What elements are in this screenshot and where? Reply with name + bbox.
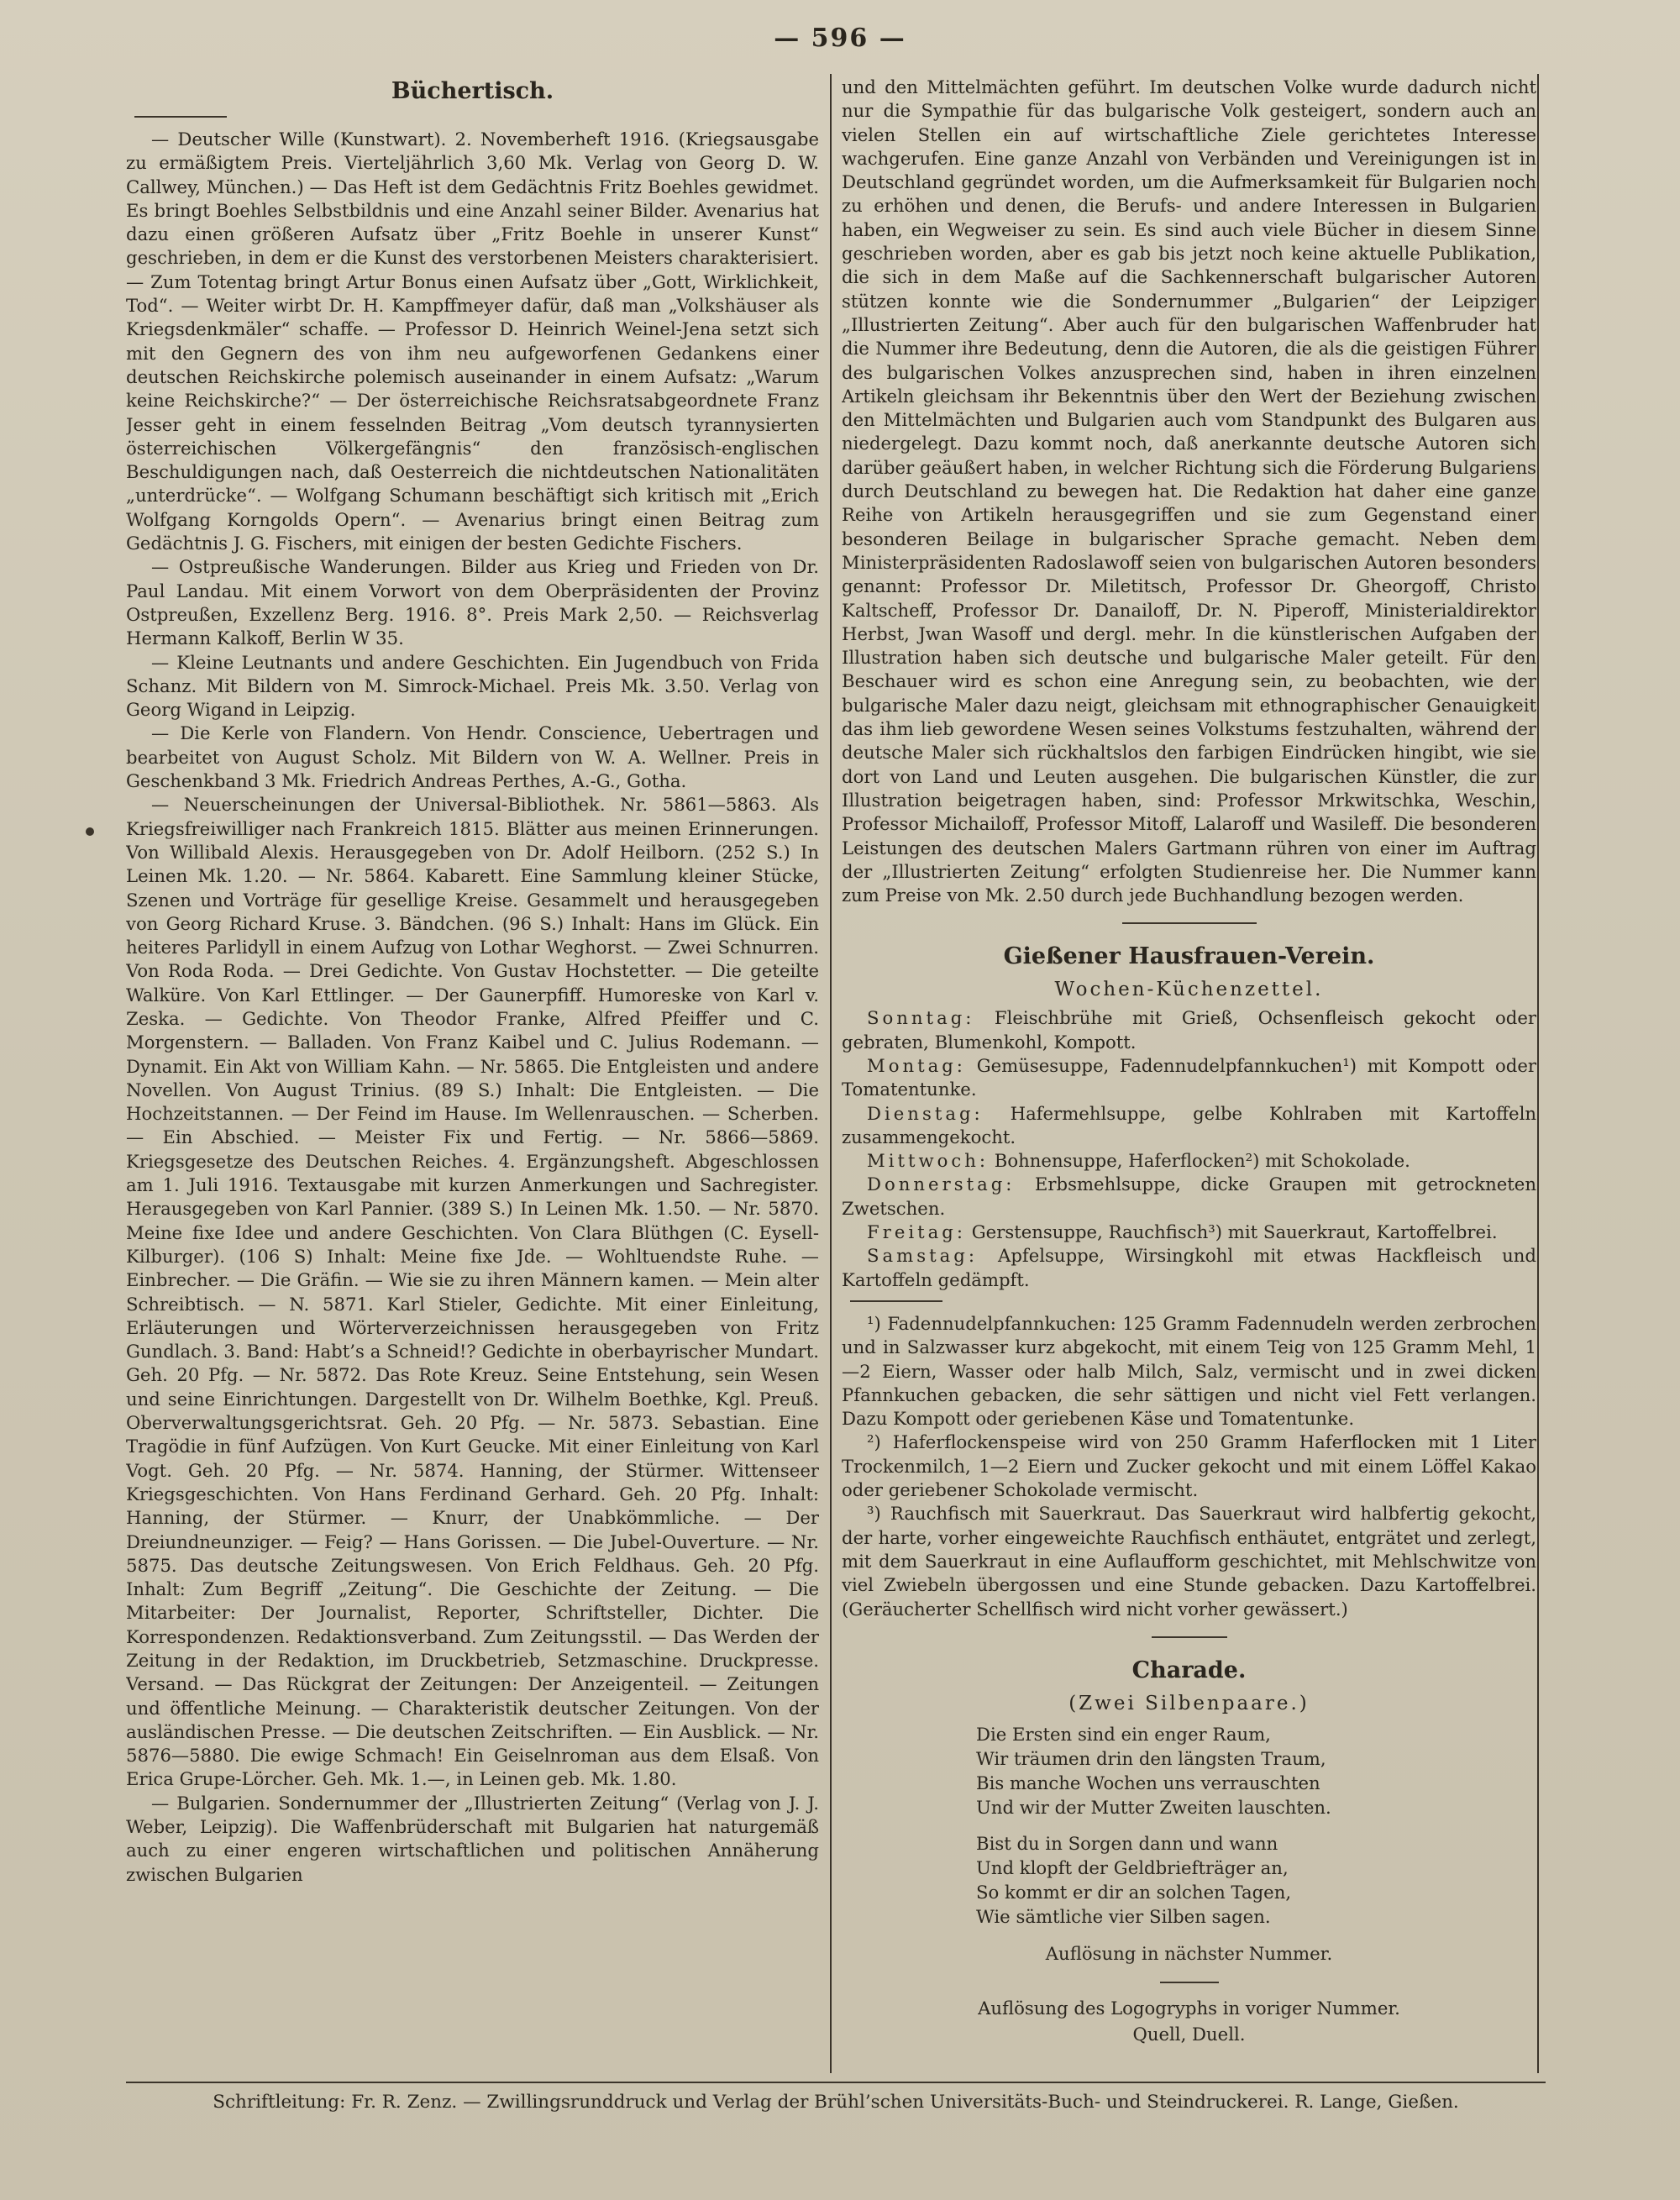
menu-day — [842, 1102, 1536, 1150]
menu-day — [842, 1221, 1536, 1244]
column-border-right — [1537, 74, 1539, 2073]
day-label: Freitag: — [867, 1221, 966, 1243]
right-column — [842, 76, 1536, 2100]
day-dishes: Bohnensuppe, Haferflocken²) mit Schokolade. — [994, 1150, 1410, 1172]
poem-line: Bist du in Sorgen dann und wann — [976, 1832, 1278, 1854]
charade-poem — [976, 1722, 1536, 1929]
menu-subheading: Wochen-Küchenzettel. — [1054, 979, 1324, 1001]
logogriph-solution-label: Auflösung des Logogryphs in voriger Nummer. — [978, 1997, 1400, 2019]
poem-line: Wie sämtliche vier Silben sagen. — [976, 1905, 1271, 1927]
article-continuation: und den Mittelmächten geführt. Im deutschen Volke wurde dadurch nicht nur die Sympathie für das bulgarische Volk gesteigert, sondern auch an vielen Stellen ein auf wirtschaftliche Ziele gerichtetes Interesse wachgerufen. Eine ganze Anzahl von Verbänden und Vereinigungen ist in Deutschland gegründet worden, um die Aufmerksamkeit für Bulgarien noch zu erhöhen und denen, die Berufs- und andere Interessen in Bulgarien haben, ein Wegweiser zu sein. Es sind auch viele Bücher in diesem Sinne geschrieben worden, aber es gab bis jetzt noch keine aktuelle Publikation, die sich in dem Maße auf die Sachkennerschaft bulgarischer Autoren stützen konnte wie die Sondernummer „Bulgarien“ der Leipziger „Illustrierten Zeitung“. Aber auch für den bulgarischen Waffenbruder hat die Nummer ihre Bedeutung, denn die Autoren, die als die geistigen Führer des bulgarischen Volkes anzusprechen sind, haben in ihren einzelnen Artikeln gleichsam ihr Bekenntnis über den Wert der Beziehung zwischen den Mittelmächten und Bulgarien auch vom Standpunkt des Bulgaren aus niedergelegt. Dazu kommt noch, daß anerkannte deutsche Autoren sich darüber geäußert haben, in welcher Richtung sich die Förderung Bulgariens durch Deutschland zu bewegen hat. Die Redaktion hat daher eine ganze Reihe von Artikeln herausgegriffen und sie zum Gegenstand einer besonderen Beilage in bulgarischer Sprache gemacht. Neben dem Ministerpräsidenten Radoslawoff seien von bulgarischen Autoren besonders genannt: Professor Dr. Miletitsch, Professor Dr. Gheorgoff, Christo Kaltscheff, Professor Dr. Danailoff, Dr. N. Piperoff, Ministerialdirektor Herbst, Jwan Wasoff und dergl. mehr. In die künstlerischen Aufgaben der Illustration haben sich deutsche und bulgarische Maler geteilt. Für den Beschauer wird es schon eine Anregung sein, zu beobachten, wie der bulgarische Maler dazu neigt, gleichsam mit ethnographischer Genauigkeit das ihm lieb gewordene Wesen seines Volkstums festzuhalten, während der deutsche Maler sich rückhaltslos den farbigen Eindrücken hingibt, wie sie dort von Land und Leuten ausgehen. Die bulgarischen Künstler, die zur Illustration beigetragen haben, sind: Professor Mrkwitschka, Weschin, Professor Michailoff, Professor Mitoff, Lalaroff und Wasileff. Die besonderen Leistungen des deutschen Malers Gartmann rühren von einer im Auftrag der „Illustrierten Zeitung“ erfolgten Studienreise her. Die Nummer kann zum Preise von Mk. 2.50 durch jede Buchhandlung bezogen werden. — [842, 76, 1536, 906]
charade-subheading: (Zwei Silbenpaare.) — [1068, 1692, 1310, 1714]
poem-line: Und wir der Mutter Zweiten lauschten. — [976, 1796, 1331, 1818]
book-entry: — Kleine Leutnants und andere Geschichten. Ein Jugendbuch von Frida Schanz. Mit Bildern von M. Simrock-Michael. Preis Mk. 3.50. Verlag von Georg Wigand in Leipzig. — [126, 651, 819, 721]
menu-heading: Gießener Hausfrauen-Verein. — [1003, 943, 1375, 970]
book-entry: — Ostpreußische Wanderungen. Bilder aus Krieg und Frieden von Dr. Paul Landau. Mit einem Vorwort von dem Oberpräsidenten der Provinz Ostpreußen, Exzellenz Berg. 1916. 8°. Preis Mark 2,50. — Reichsverlag Hermann Kalkoff, Berlin W 35. — [126, 556, 819, 649]
poem-line: Und klopft der Geldbriefträger an, — [976, 1856, 1289, 1878]
imprint-footer: Schriftleitung: Fr. R. Zenz. — Zwillingsrunddruck und Verlag der Brühl’schen Universitäts-Buch- und Steindruckerei. R. Lange, Gießen. — [213, 2092, 1459, 2113]
footnote-rule — [850, 1300, 942, 1302]
book-entry: — Die Kerle von Flandern. Von Hendr. Conscience, Uebertragen und bearbeitet von August Scholz. Mit Bildern von W. A. Wellner. Preis in Geschenkband 3 Mk. Friedrich Andreas Perthes, A.-G., Gotha. — [126, 722, 819, 792]
day-dishes: Erbsmehlsuppe, dicke Graupen mit getrockneten Zwetschen. — [842, 1174, 1536, 1219]
margin-mark — [86, 827, 94, 836]
charade-heading: Charade. — [1131, 1657, 1247, 1683]
day-label: Samstag: — [867, 1245, 978, 1267]
menu-day — [842, 1173, 1536, 1221]
page-number: — 596 — — [774, 24, 906, 53]
book-entry: — Bulgarien. Sondernummer der „Illustrierten Zeitung“ (Verlag von J. J. Weber, Leipzig). Die Waffenbrüderschaft mit Bulgarien hat naturgemäß auch zu einer engeren wirtschaftlichen und politischen Annäherung zwischen Bulgarien — [126, 1792, 819, 1885]
section-heading-buechertisch: Büchertisch. — [391, 78, 554, 104]
recipe-footnote: ³) Rauchfisch mit Sauerkraut. Das Sauerkraut wird halbfertig gekocht, der harte, vorher eingeweichte Rauchfisch enthäutet, entgrätet und zerlegt, mit dem Sauerkraut in eine Auflaufform geschichtet, mit Mehlschwitze von viel Zwiebeln übergossen und eine Stunde gebacken. Dazu Kartoffelbrei. (Geräucherter Schellfisch wird nicht vorher gewässert.) — [842, 1503, 1536, 1620]
day-label: Sonntag: — [867, 1007, 975, 1029]
day-dishes: Hafermehlsuppe, gelbe Kohlraben mit Kartoffeln zusammengekocht. — [842, 1102, 1536, 1147]
section-separator — [1122, 922, 1257, 924]
poem-line: Bis manche Wochen uns verrauschten — [976, 1772, 1320, 1793]
menu-day — [842, 1244, 1536, 1292]
heading-rule — [134, 116, 227, 118]
menu-day — [842, 1006, 1536, 1054]
day-label: Mittwoch: — [867, 1150, 990, 1172]
book-entry: — Deutscher Wille (Kunstwart). 2. Novemberheft 1916. (Kriegsausgabe zu ermäßigtem Preis. Vierteljährlich 3,60 Mk. Verlag von Georg D. W. Callwey, München.) — Das Heft ist dem Gedächtnis Fritz Boehles gewidmet. Es bringt Boehles Selbstbildnis und eine Anzahl seiner Bilder. Avenarius hat dazu einen größeren Aufsatz über „Fritz Boehle in unserer Kunst“ geschrieben, in dem er die Kunst des verstorbenen Meisters charakterisiert. — Zum Totentag bringt Artur Bonus einen Aufsatz über „Gott, Wirklichkeit, Tod“. — Weiter wirbt Dr. H. Kampffmeyer dafür, daß man „Volkshäuser als Kriegsdenkmäler“ schaffe. — Professor D. Heinrich Weinel-Jena setzt sich mit den Gegnern des von ihm neu aufgeworfenen Gedankens einer deutschen Reichskirche polemisch auseinander in einem Aufsatz: „Warum keine Reichskirche?“ — Der österreichische Reichsratsabgeordnete Franz Jesser geht in einem fesselnden Beitrag „Vom deutsch tyrannysierten österreichischen Völkergefängnis“ den französisch-englischen Beschuldigungen nach, daß Oesterreich die nichtdeutschen Nationalitäten „unterdrücke“. — Wolfgang Schumann beschäftigt sich kritisch mit „Erich Wolfgang Korngolds Opern“. — Avenarius bringt einen Beitrag zum Gedächtnis J. G. Fischers, mit einigen der besten Gedichte Fischers. — [126, 129, 819, 554]
recipe-footnote: ¹) Fadennudelpfannkuchen: 125 Gramm Fadennudeln werden zerbrochen und in Salzwasser kurz abgekocht, mit einem Teig von 125 Gramm Mehl, 1—2 Eiern, Wasser oder halb Milch, Salz, vermischt und in zwei dicken Pfannkuchen gebacken, die sehr sättigen und nicht viel Fett verlangen. Dazu Kompott oder geriebenen Käse und Tomatentunke. — [842, 1312, 1536, 1430]
day-label: Montag: — [867, 1054, 966, 1076]
section-separator — [1152, 1636, 1227, 1638]
poem-stanza — [976, 1722, 1536, 1819]
day-label: Dienstag: — [867, 1102, 984, 1124]
menu-day — [842, 1149, 1536, 1173]
column-divider — [830, 74, 832, 2073]
day-dishes: Apfelsuppe, Wirsingkohl mit etwas Hackfleisch und Kartoffeln gedämpft. — [842, 1245, 1536, 1290]
day-label: Donnerstag: — [867, 1174, 1016, 1195]
poem-line: So kommt er dir an solchen Tagen, — [976, 1881, 1292, 1903]
menu-day — [842, 1054, 1536, 1102]
solution-next-issue: Auflösung in nächster Nummer. — [1045, 1942, 1333, 1964]
poem-stanza — [976, 1831, 1536, 1929]
footer-rule — [126, 2082, 1546, 2083]
recipe-footnote: ²) Haferflockenspeise wird von 250 Gramm Haferflocken mit 1 Liter Trockenmilch, 1—2 Eiern und Zucker gekocht und mit einem Löffel Kakao oder geriebener Schokolade vermischt. — [842, 1431, 1536, 1501]
poem-line: Die Ersten sind ein enger Raum, — [976, 1723, 1271, 1745]
day-dishes: Gerstensuppe, Rauchfisch³) mit Sauerkraut, Kartoffelbrei. — [971, 1221, 1498, 1243]
book-entry: — Neuerscheinungen der Universal-Bibliothek. Nr. 5861—5863. Als Kriegsfreiwilliger nach Frankreich 1815. Blätter aus meinen Erinnerungen. Von Willibald Alexis. Herausgegeben von Dr. Adolf Heilborn. (252 S.) In Leinen Mk. 1.20. — Nr. 5864. Kabarett. Eine Sammlung kleiner Stücke, Szenen und Vorträge für gesellige Kreise. Gesammelt und herausgegeben von Georg Richard Kruse. 3. Bändchen. (96 S.) Inhalt: Hans im Glück. Ein heiteres Parlidyll in einem Aufzug von Lothar Weghorst. — Zwei Schnurren. Von Roda Roda. — Drei Gedichte. Von Gustav Hochstetter. — Die geteilte Walküre. Von Karl Ettlinger. — Der Gaunerpfiff. Humoreske von Karl v. Zeska. — Gedichte. Von Theodor Franke, Alfred Pfeiffer und C. Morgenstern. — Balladen. Von Franz Kaibel und C. Julius Rodemann. — Dynamit. Ein Akt von William Kahn. — Nr. 5865. Die Entgleisten und andere Novellen. Von August Trinius. (89 S.) Inhalt: Die Entgleisten. — Die Hochzeitstannen. — Der Feind im Hause. Im Wellenrauschen. — Scherben. — Ein Abschied. — Meister Fix und Fertig. — Nr. 5866—5869. Kriegsgesetze des Deutschen Reiches. 4. Ergänzungsheft. Abgeschlossen am 1. Juli 1916. Textausgabe mit kurzen Anmerkungen und Sachregister. Herausgegeben von Karl Pannier. (389 S.) In Leinen Mk. 1.50. — Nr. 5870. Meine fixe Idee und andere Geschichten. Von Clara Blüthgen (C. Eysell-Kilburger). (106 S) Inhalt: Meine fixe Jde. — Wohltuendste Ruhe. — Einbrecher. — Die Gräfin. — Wie sie zu ihren Männern kamen. — Mein alter Schreibtisch. — N. 5871. Karl Stieler, Gedichte. Mit einer Einleitung, Erläuterungen und Wörterverzeichnissen herausgegeben von Fritz Gundlach. 3. Band: Habt’s a Schneid!? Gedichte in oberbayrischer Mundart. Geh. 20 Pfg. — Nr. 5872. Das Rote Kreuz. Seine Entstehung, sein Wesen und seine Einrichtungen. Dargestellt von Dr. Wilhelm Boethke, Kgl. Preuß. Oberverwaltungsgerichtsrat. Geh. 20 Pfg. — Nr. 5873. Sebastian. Eine Tragödie in fünf Aufzügen. Von Kurt Geucke. Mit einer Einleitung von Karl Vogt. Geh. 20 Pfg. — Nr. 5874. Hanning, der Stürmer. Wittenseer Kriegsgeschichten. Von Hans Ferdinand Gerhard. Geh. 20 Pfg. Inhalt: Hanning, der Stürmer. — Knurr, der Unabkömmliche. — Der Dreiundneunziger. — Feig? — Hans Gorissen. — Die Jubel-Ouverture. — Nr. 5875. Das deutsche Zeitungswesen. Von Erich Feldhaus. Geh. 20 Pfg. Inhalt: Zum Begriff „Zeitung“. Die Geschichte der Zeitung. — Die Mitarbeiter: Der Journalist, Reporter, Schriftsteller, Dichter. Die Korrespondenzen. Redaktionsverband. Zum Zeitungsstil. — Das Werden der Zeitung in der Redaktion, im Druckbetrieb, Setzmaschine. Druckpresse. Versand. — Das Rückgrat der Zeitungen: Der Anzeigenteil. — Zeitungen und öffentliche Meinung. — Charakteristik deutscher Zeitungen. Von der ausländischen Presse. — Die deutschen Zeitschriften. — Ein Ausblick. — Nr. 5876—5880. Die ewige Schmach! Ein Geiselnroman aus dem Elsaß. Von Erica Grupe-Lörcher. Geh. Mk. 1.—, in Leinen geb. Mk. 1.80. — [126, 794, 819, 1790]
left-column — [126, 76, 819, 2100]
poem-line: Wir träumen drin den längsten Traum, — [976, 1747, 1326, 1769]
logogriph-answer: Quell, Duell. — [1132, 2023, 1246, 2045]
day-dishes: Gemüsesuppe, Fadennudelpfannkuchen¹) mit Kompott oder Tomatentunke. — [842, 1054, 1536, 1100]
section-separator — [1160, 1982, 1219, 1983]
day-dishes: Fleischbrühe mit Grieß, Ochsenfleisch gekocht oder gebraten, Blumenkohl, Kompott. — [842, 1007, 1536, 1053]
